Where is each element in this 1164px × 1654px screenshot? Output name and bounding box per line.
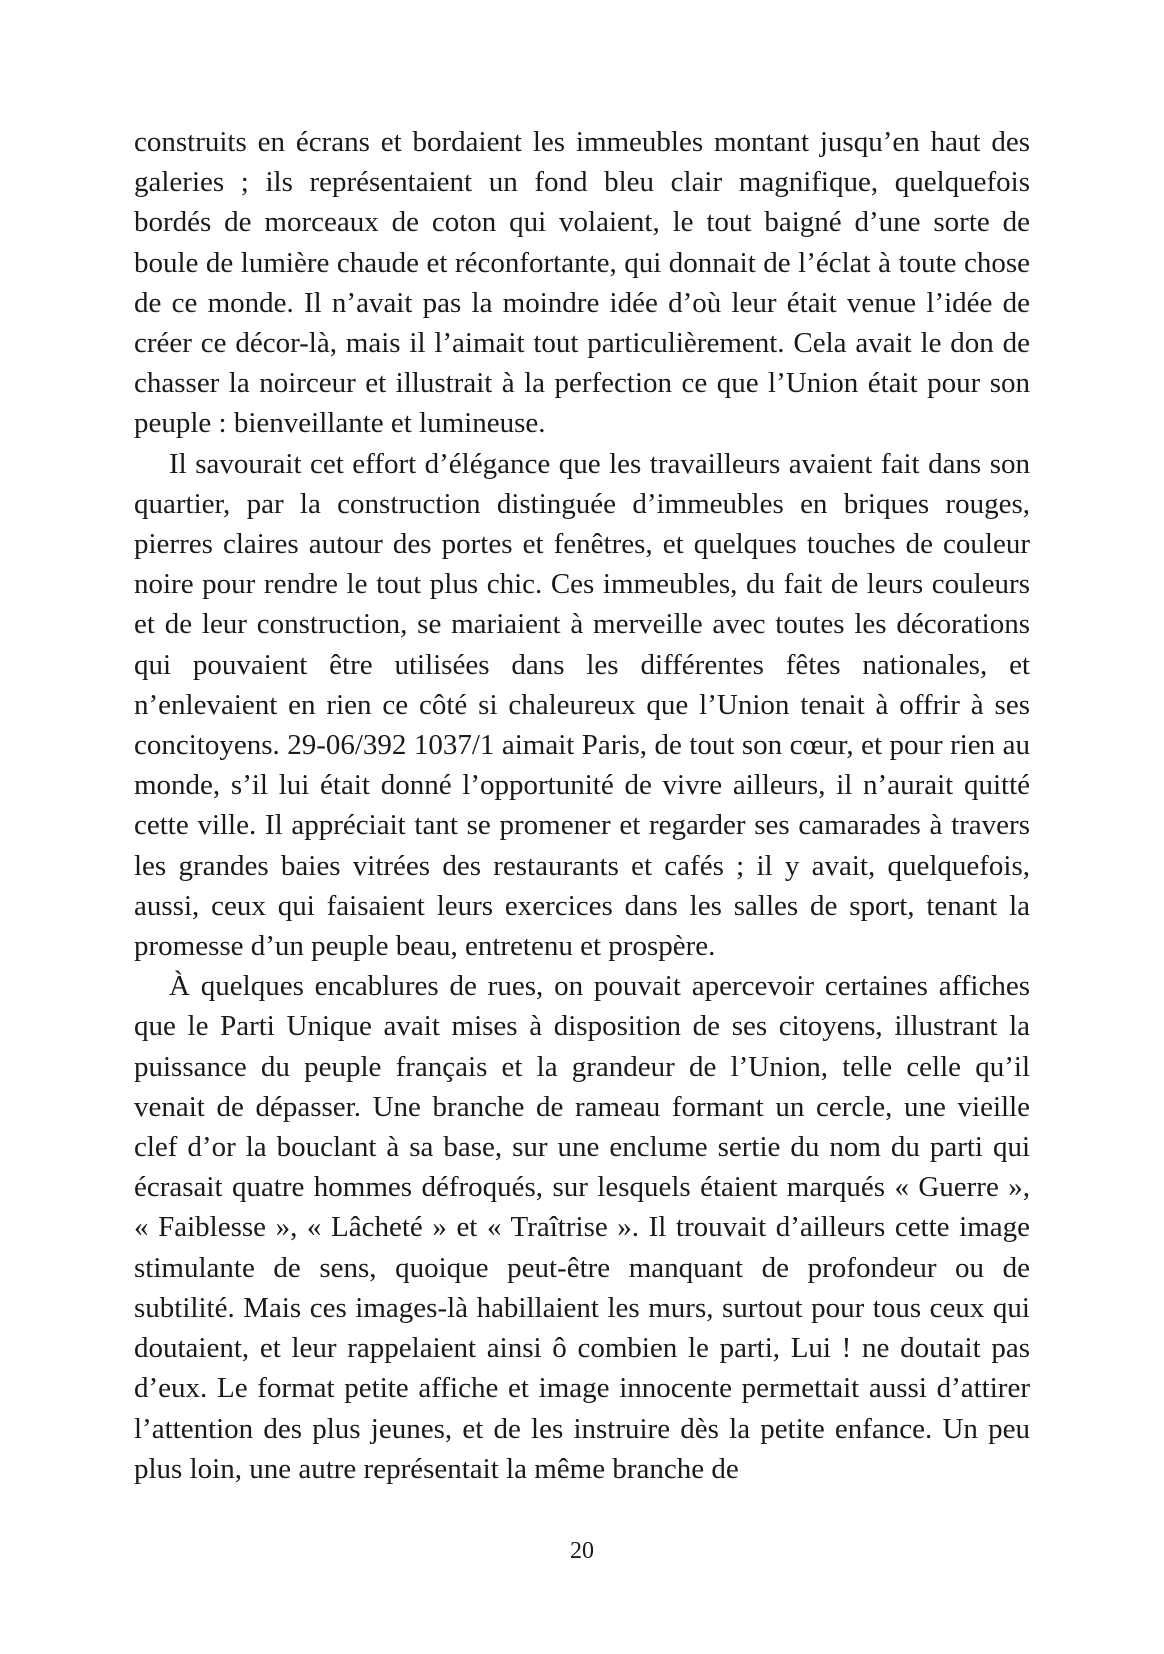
paragraph-2: Il savourait cet effort d’élégance que les travailleurs avaient fait dans son quartier, par la construction distinguée d’immeubles en briques rouges, pierres claires autour des portes et fenêtres, et quelques touches de couleur noire pour rendre le tout plus chic. Ces immeubles, du fait de leurs couleurs et de leur construction, se mariaient à merveille avec toutes les décorations qui pouvaient être utilisées dans les différentes fêtes nationales, et n’enlevaient en rien ce côté si chaleureux que l’Union tenait à offrir à ses concitoyens. 29-06/392 1037/1 aimait Paris, de tout son cœur, et pour rien au monde, s’il lui était donné l’opportunité de vivre ailleurs, il n’aurait quitté cette ville. Il appréciait tant se promener et regarder ses camarades à travers les grandes baies vitrées des restaurants et cafés ; il y avait, quelquefois, aussi, ceux qui faisaient leurs exercices dans les salles de sport, tenant la promesse d’un peuple beau, entretenu et prospère. [134, 447, 1030, 963]
paragraph-1: construits en écrans et bordaient les immeubles montant jusqu’en haut des galeries ; ils représentaient un fond bleu clair magnifique, quelquefois bordés de morceaux de coton qui volaient, le tout baigné d’une sorte de boule de lumière chaude et réconfortante, qui donnait de l’éclat à toute chose de ce monde. Il n’avait pas la moindre idée d’où leur était venue l’idée de créer ce décor-là, mais il l’aimait tout particulièrement. Cela avait le don de chasser la noirceur et illustrait à la perfection ce que l’Union était pour son peuple : bienveillante et lumineuse. [134, 126, 1030, 440]
body-text [134, 122, 1030, 1489]
paragraph-3: À quelques encablures de rues, on pouvait apercevoir certaines affiches que le Parti Unique avait mises à disposition de ses citoyens, illustrant la puissance du peuple français et la grandeur de l’Union, telle celle qu’il venait de dépasser. Une branche de rameau formant un cercle, une vieille clef d’or la bouclant à sa base, sur une enclume sertie du nom du parti qui écrasait quatre hommes défroqués, sur lesquels étaient marqués « Guerre », « Faiblesse », « Lâcheté » et « Traîtrise ». Il trouvait d’ailleurs cette image stimulante de sens, quoique peut-être manquant de profondeur ou de subtilité. Mais ces images-là habillaient les murs, surtout pour tous ceux qui doutaient, et leur rappelaient ainsi ô combien le parti, Lui ! ne doutait pas d’eux. Le format petite affiche et image innocente permettait aussi d’attirer l’attention des plus jeunes, et de les instruire dès la petite enfance. Un peu plus loin, une autre représentait la même branche de [134, 970, 1030, 1485]
page-number: 20 [570, 1538, 594, 1564]
